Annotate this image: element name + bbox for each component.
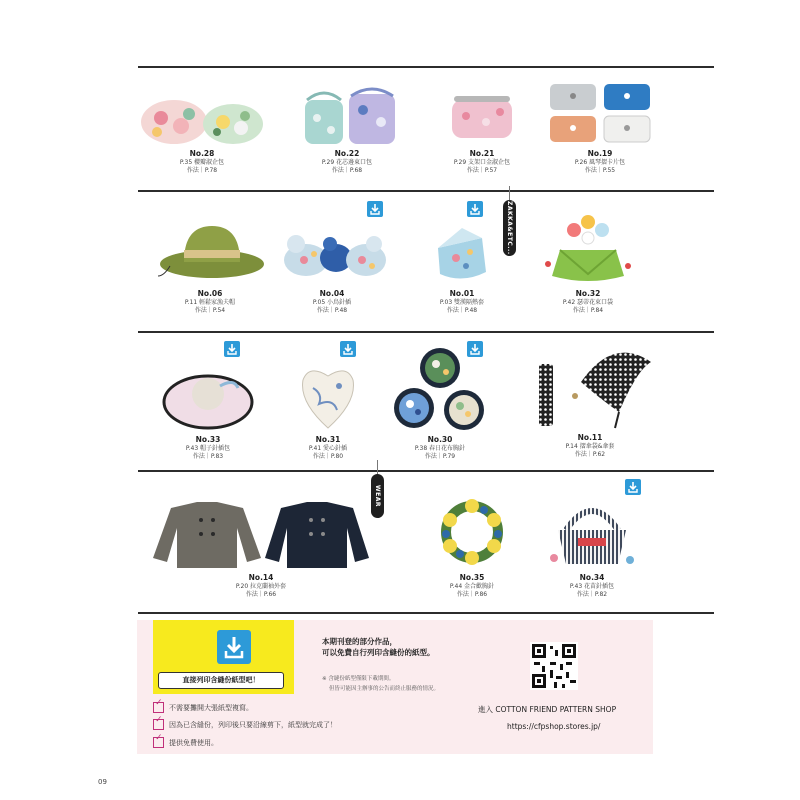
item-title: P.38 春日花布胸針 (414, 445, 466, 452)
item-method: 作法｜P.68 (331, 167, 363, 174)
product-card[interactable] (380, 346, 500, 461)
item-method: 作法｜P.84 (572, 307, 604, 314)
product-card[interactable] (528, 210, 648, 315)
item-method: 作法｜P.83 (192, 453, 224, 460)
item-number: No.01 (449, 289, 475, 298)
item-title: P.03 雙漢隔熱套 (439, 299, 485, 306)
item-title: P.43 花苗針插包 (569, 583, 615, 590)
card-case-image (544, 78, 656, 146)
check-icon (153, 719, 164, 730)
divider (138, 612, 714, 614)
download-icon[interactable] (625, 479, 641, 495)
item-number: No.31 (315, 435, 341, 444)
benefit-item: ✓ 提供免費使用。 (153, 737, 218, 748)
panel-note: 但皆可能因主辦事的公告而終止服務的情況。 (329, 686, 440, 692)
product-card[interactable] (532, 494, 652, 599)
download-icon[interactable] (217, 630, 251, 664)
item-method: 作法｜P.57 (466, 167, 498, 174)
panel-note: ※ 含縫份紙型僅限下載期間。 (322, 676, 395, 682)
item-title: P.11 輕鬆家漁夫帽 (184, 299, 236, 306)
umbrella-image (523, 342, 657, 430)
product-card[interactable] (520, 342, 660, 459)
bucket-hat-image (150, 214, 270, 286)
panel-heading: 可以免費自行列印含縫份的紙型。 (322, 648, 435, 657)
category-tag-wear: WEAR (371, 474, 384, 518)
item-method: 作法｜P.48 (316, 307, 348, 314)
hat-pincushion-image (158, 360, 258, 432)
item-number: No.14 (248, 573, 274, 582)
item-method: 作法｜P.79 (424, 453, 456, 460)
product-card[interactable] (148, 360, 268, 461)
item-title: P.29 花芯邊東口包 (321, 159, 373, 166)
download-icon[interactable] (367, 201, 383, 217)
item-number: No.33 (195, 435, 221, 444)
divider (138, 66, 714, 68)
item-method: 作法｜P.66 (245, 591, 277, 598)
item-number: No.34 (579, 573, 605, 582)
category-tag-zakka: ZAKKA&ETC... (503, 200, 516, 256)
qr-code-icon[interactable] (530, 642, 578, 690)
item-title: P.26 風琴摺卡片包 (574, 159, 626, 166)
item-number: No.11 (577, 433, 603, 442)
item-title: P.35 櫻瓣淑企包 (179, 159, 225, 166)
product-card[interactable] (272, 214, 392, 315)
divider (138, 470, 714, 472)
bird-pincushion-image (274, 214, 390, 286)
item-number: No.04 (319, 289, 345, 298)
divider (138, 331, 714, 333)
item-title: P.43 帽子針插包 (185, 445, 231, 452)
product-card[interactable] (422, 86, 542, 175)
item-number: No.32 (575, 289, 601, 298)
item-method: 作法｜P.55 (584, 167, 616, 174)
brooch-image (388, 346, 492, 432)
item-method: 作法｜P.78 (186, 167, 218, 174)
product-card[interactable] (268, 358, 388, 461)
shop-link[interactable]: 進入 COTTON FRIEND PATTERN SHOP (478, 705, 617, 714)
item-number: No.35 (459, 573, 485, 582)
product-card[interactable] (540, 78, 660, 175)
item-method: 作法｜P.86 (456, 591, 488, 598)
download-icon[interactable] (467, 341, 483, 357)
pouch-image (137, 86, 267, 146)
drawstring-bag-image (287, 86, 407, 146)
download-icon[interactable] (467, 201, 483, 217)
product-card[interactable] (282, 86, 412, 175)
product-card[interactable] (132, 86, 272, 175)
item-number: No.06 (197, 289, 223, 298)
item-method: 作法｜P.80 (312, 453, 344, 460)
item-title: P.14 摺傘袋&傘套 (565, 443, 615, 450)
jacket-image (151, 498, 371, 570)
benefit-item: ✓ 因為已含縫份，列印後只要沿線剪下，紙型就完成了！ (153, 719, 337, 730)
print-pattern-label: 直接列印含縫份紙型吧！ (158, 672, 284, 689)
item-title: P.29 支架口金淑企包 (453, 159, 511, 166)
heart-pincushion-image (293, 358, 363, 432)
item-title: P.20 拉克蘭袖外套 (235, 583, 287, 590)
basket-pincushion-image (544, 494, 640, 570)
wreath-brooch-image (432, 494, 512, 570)
item-number: No.22 (334, 149, 360, 158)
download-icon[interactable] (224, 341, 240, 357)
item-number: No.28 (189, 149, 215, 158)
product-card[interactable] (412, 494, 532, 599)
download-icon[interactable] (340, 341, 356, 357)
check-icon (153, 702, 164, 713)
item-number: No.30 (427, 435, 453, 444)
panel-heading: 本期刊登的部分作品， (322, 637, 397, 646)
item-method: 作法｜P.54 (194, 307, 226, 314)
item-title: P.05 小鳥針插 (312, 299, 352, 306)
item-method: 作法｜P.62 (574, 451, 606, 458)
flower-pouch-image (540, 210, 636, 286)
divider (138, 190, 714, 192)
page-number: 09 (98, 778, 107, 786)
item-title: P.42 瑟蒂花束口袋 (562, 299, 614, 306)
benefit-item: ✓ 不需要攤開大張紙型複寫。 (153, 702, 253, 713)
item-method: 作法｜P.48 (446, 307, 478, 314)
shop-url[interactable]: https://cfpshop.stores.jp/ (507, 722, 601, 731)
product-card[interactable] (140, 214, 280, 315)
item-number: No.19 (587, 149, 613, 158)
item-number: No.21 (469, 149, 495, 158)
product-card[interactable] (148, 498, 374, 599)
item-title: P.41 愛心針插 (308, 445, 348, 452)
item-title: P.44 金合歡胸針 (449, 583, 495, 590)
frame-purse-image (442, 86, 522, 146)
item-method: 作法｜P.82 (576, 591, 608, 598)
check-icon (153, 737, 164, 748)
pot-holder-image (422, 214, 502, 286)
